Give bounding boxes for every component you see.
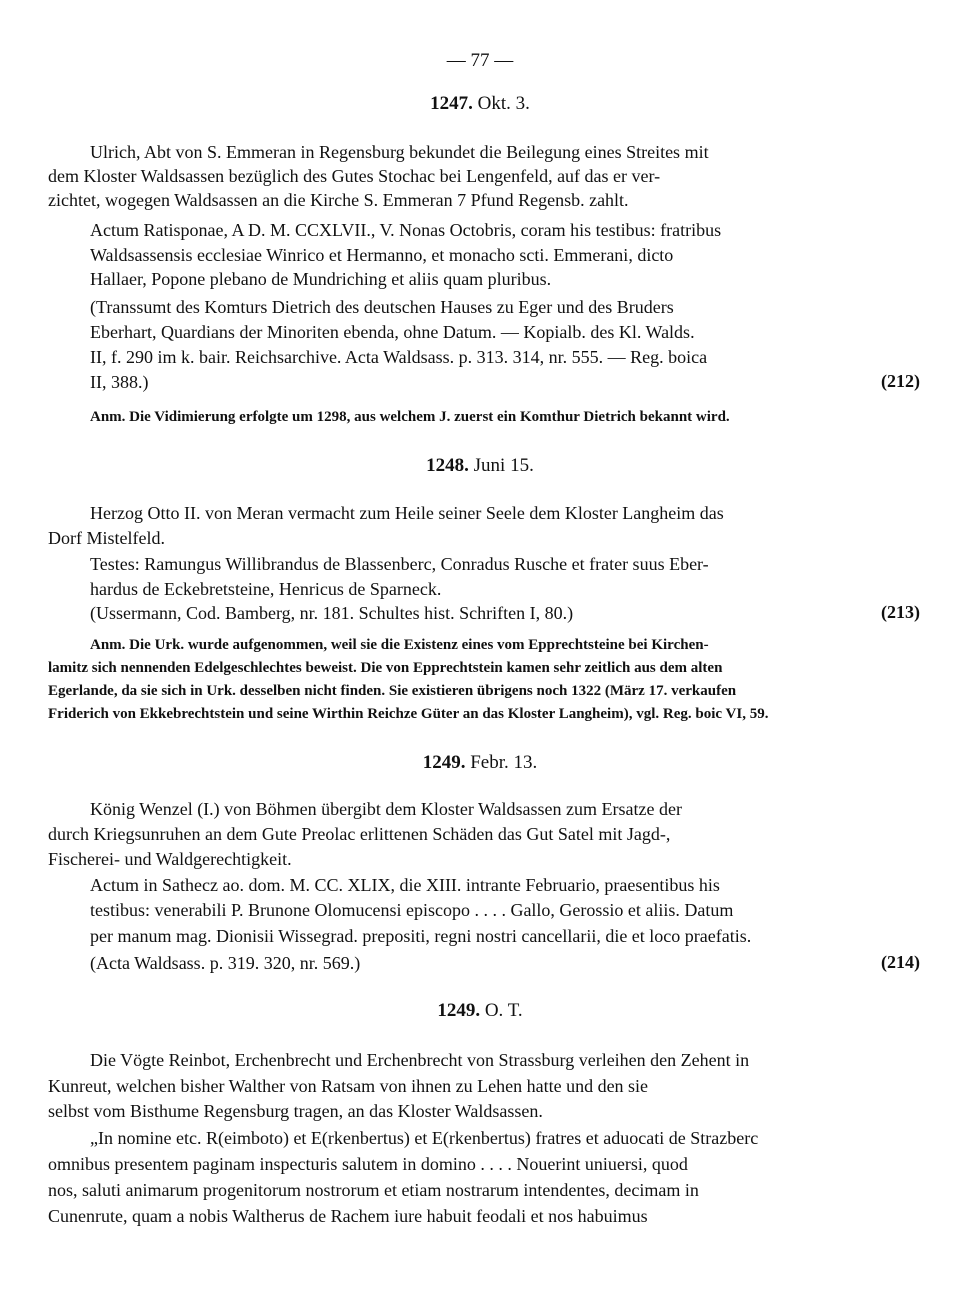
entry-header [0, 455, 960, 477]
text-line: Actum Ratisponae, A D. M. CCXLVII., V. Nonas Octobris, coram his testibus: fratribus [90, 220, 722, 240]
text-line: durch Kriegsunruhen an dem Gute Preolac erlittenen Schäden das Gut Satel mit Jagd-, [48, 824, 671, 844]
text-line: Waldsassensis ecclesiae Winrico et Hermanno, et monacho sctі. Emmerani, dicto [90, 245, 674, 265]
text-line: Testes: Ramungus Willibrandus de Blassenberc, Conradus Rusche et frater suus Eber- [90, 554, 709, 574]
text-line: omnibus presentem paginam inspecturis salutem in domino . . . . Nouerint uniuersi, quod [48, 1154, 688, 1174]
text-line: (Ussermann, Cod. Bamberg, nr. 181. Schultes hist. Schriften I, 80.) [90, 603, 574, 623]
entry-header [0, 752, 960, 774]
text-line: Eberhart, Quardians der Minoriten ebenda, ohne Datum. — Kopialb. des Kl. Walds. [90, 322, 695, 342]
entry-header [0, 93, 960, 115]
annotation-note-line: Egerlande, da sie sich in Urk. desselben nicht finden. Sie existieren übrigens noch 1322 (März 17. verkaufen [48, 683, 737, 699]
text-line: II, 388.) [90, 372, 149, 392]
entry-number: (212) [881, 371, 920, 391]
page-number: — 77 — [446, 50, 514, 71]
entry-date: Juni 15. [473, 455, 534, 476]
annotation-note-line: Friderich von Ekkebrechtstein und seine Wirthin Reichze Güter an das Kloster Langheim), vgl. Reg. boic VI, 59. [48, 706, 769, 722]
text-line: „In nomine etc. R(eimboto) et E(rkenbertus) et E(rkenbertus) fratres et aduocati de Strazberc [90, 1128, 759, 1148]
text-line: König Wenzel (I.) von Böhmen übergibt dem Kloster Waldsassen zum Ersatze der [90, 799, 682, 819]
text-line: (Acta Waldsass. p. 319. 320, nr. 569.) [90, 953, 361, 973]
entry-year: 1247. [430, 93, 473, 114]
annotation-note: Anm. Die Vidimierung erfolgte um 1298, aus welchem J. zuerst ein Komthur Dietrich bekannt wird. [90, 409, 730, 425]
entry-date: Febr. 13. [470, 752, 538, 773]
text-line: zichtet, wogegen Waldsassen an die Kirche S. Emmeran 7 Pfund Regensb. zahlt. [48, 190, 629, 210]
annotation-note-line: Anm. Die Urk. wurde aufgenommen, weil sie die Existenz eines vom Epprechtsteine bei Kirchen- [90, 637, 709, 653]
text-line: nos, saluti animarum progenitorum nostrorum et etiam nostrarum intendentes, decimam in [48, 1180, 699, 1200]
text-line: per manum mag. Dionisii Wissegrad. prepositi, regni nostri cancellarii, die et loco praefatis. [90, 926, 752, 946]
text-line: Kunreut, welchen bisher Walther von Ratsam von ihnen zu Lehen hatte und den sie [48, 1076, 649, 1096]
text-line: hardus de Eckebretsteine, Henricus de Sparneck. [90, 579, 442, 599]
entry-year: 1248. [426, 455, 469, 476]
text-line: Dorf Mistelfeld. [48, 528, 165, 548]
text-line: dem Kloster Waldsassen bezüglich des Gutes Stochac bei Lengenfeld, auf das er ver- [48, 166, 661, 186]
annotation-note-line: lamitz sich nennenden Edelgeschlechtes beweist. Die von Epprechtstein kamen sehr zeitlich aus dem alten [48, 660, 723, 676]
text-line: Die Vögte Reinbot, Erchenbrecht und Erchenbrecht von Strassburg verleihen den Zehent in [90, 1050, 750, 1070]
text-line: selbst vom Bisthume Regensburg tragen, an das Kloster Waldsassen. [48, 1101, 543, 1121]
text-line: Ulrich, Abt von S. Emmeran in Regensburg bekundet die Beilegung eines Streites mit [90, 142, 709, 162]
entry-date: O. T. [484, 1000, 523, 1021]
text-line: Actum in Sathecz ao. dom. M. CC. XLIX, die XIII. intrante Februario, praesentibus his [90, 875, 720, 895]
text-line: testibus: venerabili P. Brunone Olomucensi episcopo . . . . Gallo, Gerossio et aliis. Datum [90, 900, 734, 920]
text-line: (Transsumt des Komturs Dietrich des deutschen Hauses zu Eger und des Bruders [90, 297, 674, 317]
entry-year: 1249. [422, 752, 466, 773]
entry-number: (214) [881, 952, 920, 972]
text-line: II, f. 290 im k. bair. Reichsarchive. Acta Waldsass. p. 313. 314, nr. 555. — Reg. boica [90, 347, 708, 367]
text-line: Herzog Otto II. von Meran vermacht zum Heile seiner Seele dem Kloster Langheim das [90, 503, 724, 523]
text-line: Cunenrute, quam a nobis Waltherus de Rachem iure habuit feodali et nos habuimus [48, 1206, 648, 1226]
entry-number: (213) [881, 602, 920, 622]
text-line: Fischerei- und Waldgerechtigkeit. [48, 849, 292, 869]
entry-date: Okt. 3. [477, 93, 530, 114]
text-line: Hallaer, Popone plebano de Mundriching et aliis quam pluribus. [90, 269, 552, 289]
entry-year: 1249. [437, 1000, 481, 1021]
entry-header [0, 1000, 960, 1022]
